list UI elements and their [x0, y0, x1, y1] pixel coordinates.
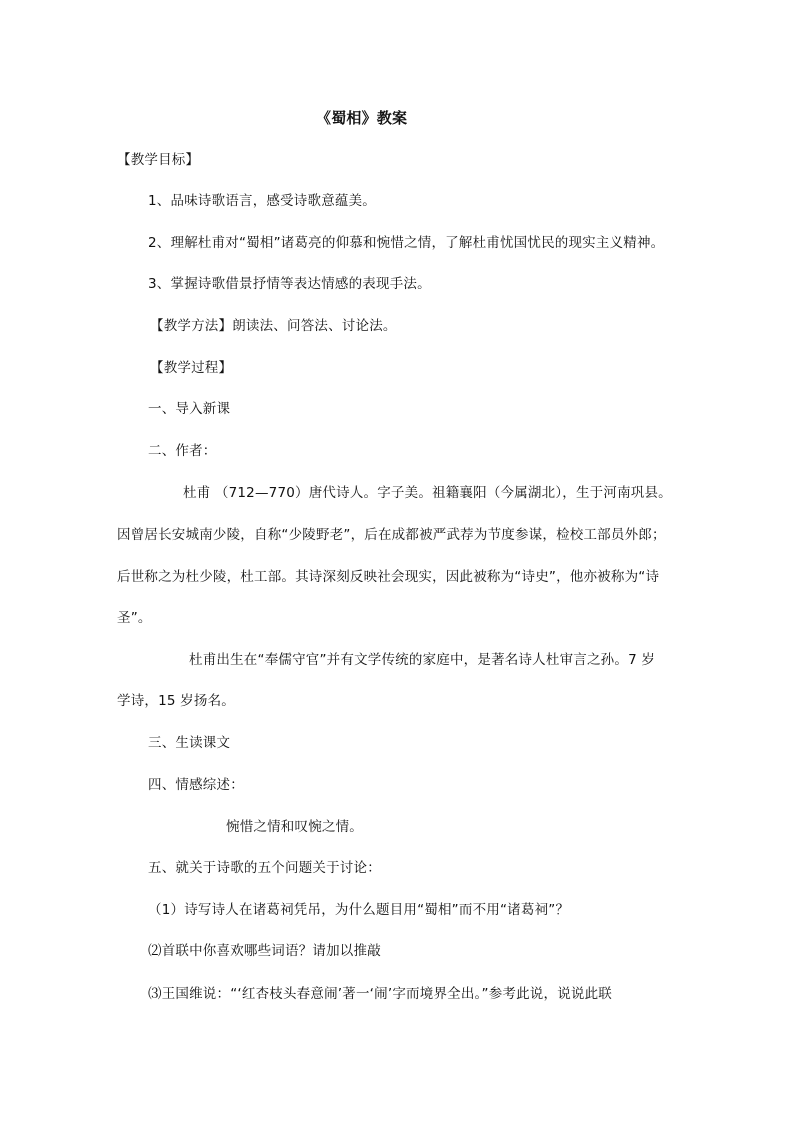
author-paragraph-line: 杜甫 （712—770）唐代诗人。字子美。祖籍襄阳（今属湖北），生于河南巩县。 — [183, 485, 672, 501]
discussion-question: ⑵首联中你喜欢哪些词语？请加以推敲 — [148, 943, 381, 959]
author-paragraph-line: 后世称之为杜少陵，杜工部。其诗深刻反映社会现实，因此被称为“诗史”，他亦被称为“诗 — [117, 569, 660, 585]
section-heading: 三、生读课文 — [148, 735, 231, 751]
objective-item: 2、理解杜甫对“蜀相”诸葛亮的仰慕和惋惜之情，了解杜甫忧国忧民的现实主义精神。 — [148, 235, 665, 251]
author-paragraph-line: 因曾居长安城南少陵，自称“少陵野老”，后在成都被严武荐为节度参谋，检校工部员外郎； — [117, 527, 666, 543]
process-heading: 【教学过程】 — [150, 360, 233, 376]
discussion-question: （1）诗写诗人在诸葛祠凭吊，为什么题目用“蜀相”而不用“诸葛祠”？ — [148, 902, 570, 918]
section-heading: 一、导入新课 — [148, 401, 231, 417]
objective-item: 3、掌握诗歌借景抒情等表达情感的表现手法。 — [148, 276, 431, 292]
author-paragraph-line: 学诗，15 岁扬名。 — [117, 693, 235, 709]
discussion-question: ⑶王国维说：“‘红杏枝头春意闹’著一‘闹’字而境界全出。”参考此说，说说此联 — [148, 986, 613, 1002]
author-paragraph-line: 圣”。 — [117, 610, 152, 626]
emotion-line: 惋惜之情和叹惋之情。 — [226, 819, 363, 835]
document-title: 《蜀相》教案 — [316, 109, 408, 127]
objective-item: 1、品味诗歌语言，感受诗歌意蕴美。 — [148, 193, 376, 209]
method-line: 【教学方法】朗读法、问答法、讨论法。 — [150, 318, 397, 334]
section-heading: 四、情感综述： — [148, 777, 244, 793]
section-heading: 五、就关于诗歌的五个问题关于讨论： — [148, 860, 381, 876]
section-heading: 二、作者： — [148, 443, 217, 459]
objectives-heading: 【教学目标】 — [117, 152, 200, 168]
author-paragraph-line: 杜甫出生在“奉儒守官”并有文学传统的家庭中，是著名诗人杜审言之孙。7 岁 — [189, 652, 656, 668]
